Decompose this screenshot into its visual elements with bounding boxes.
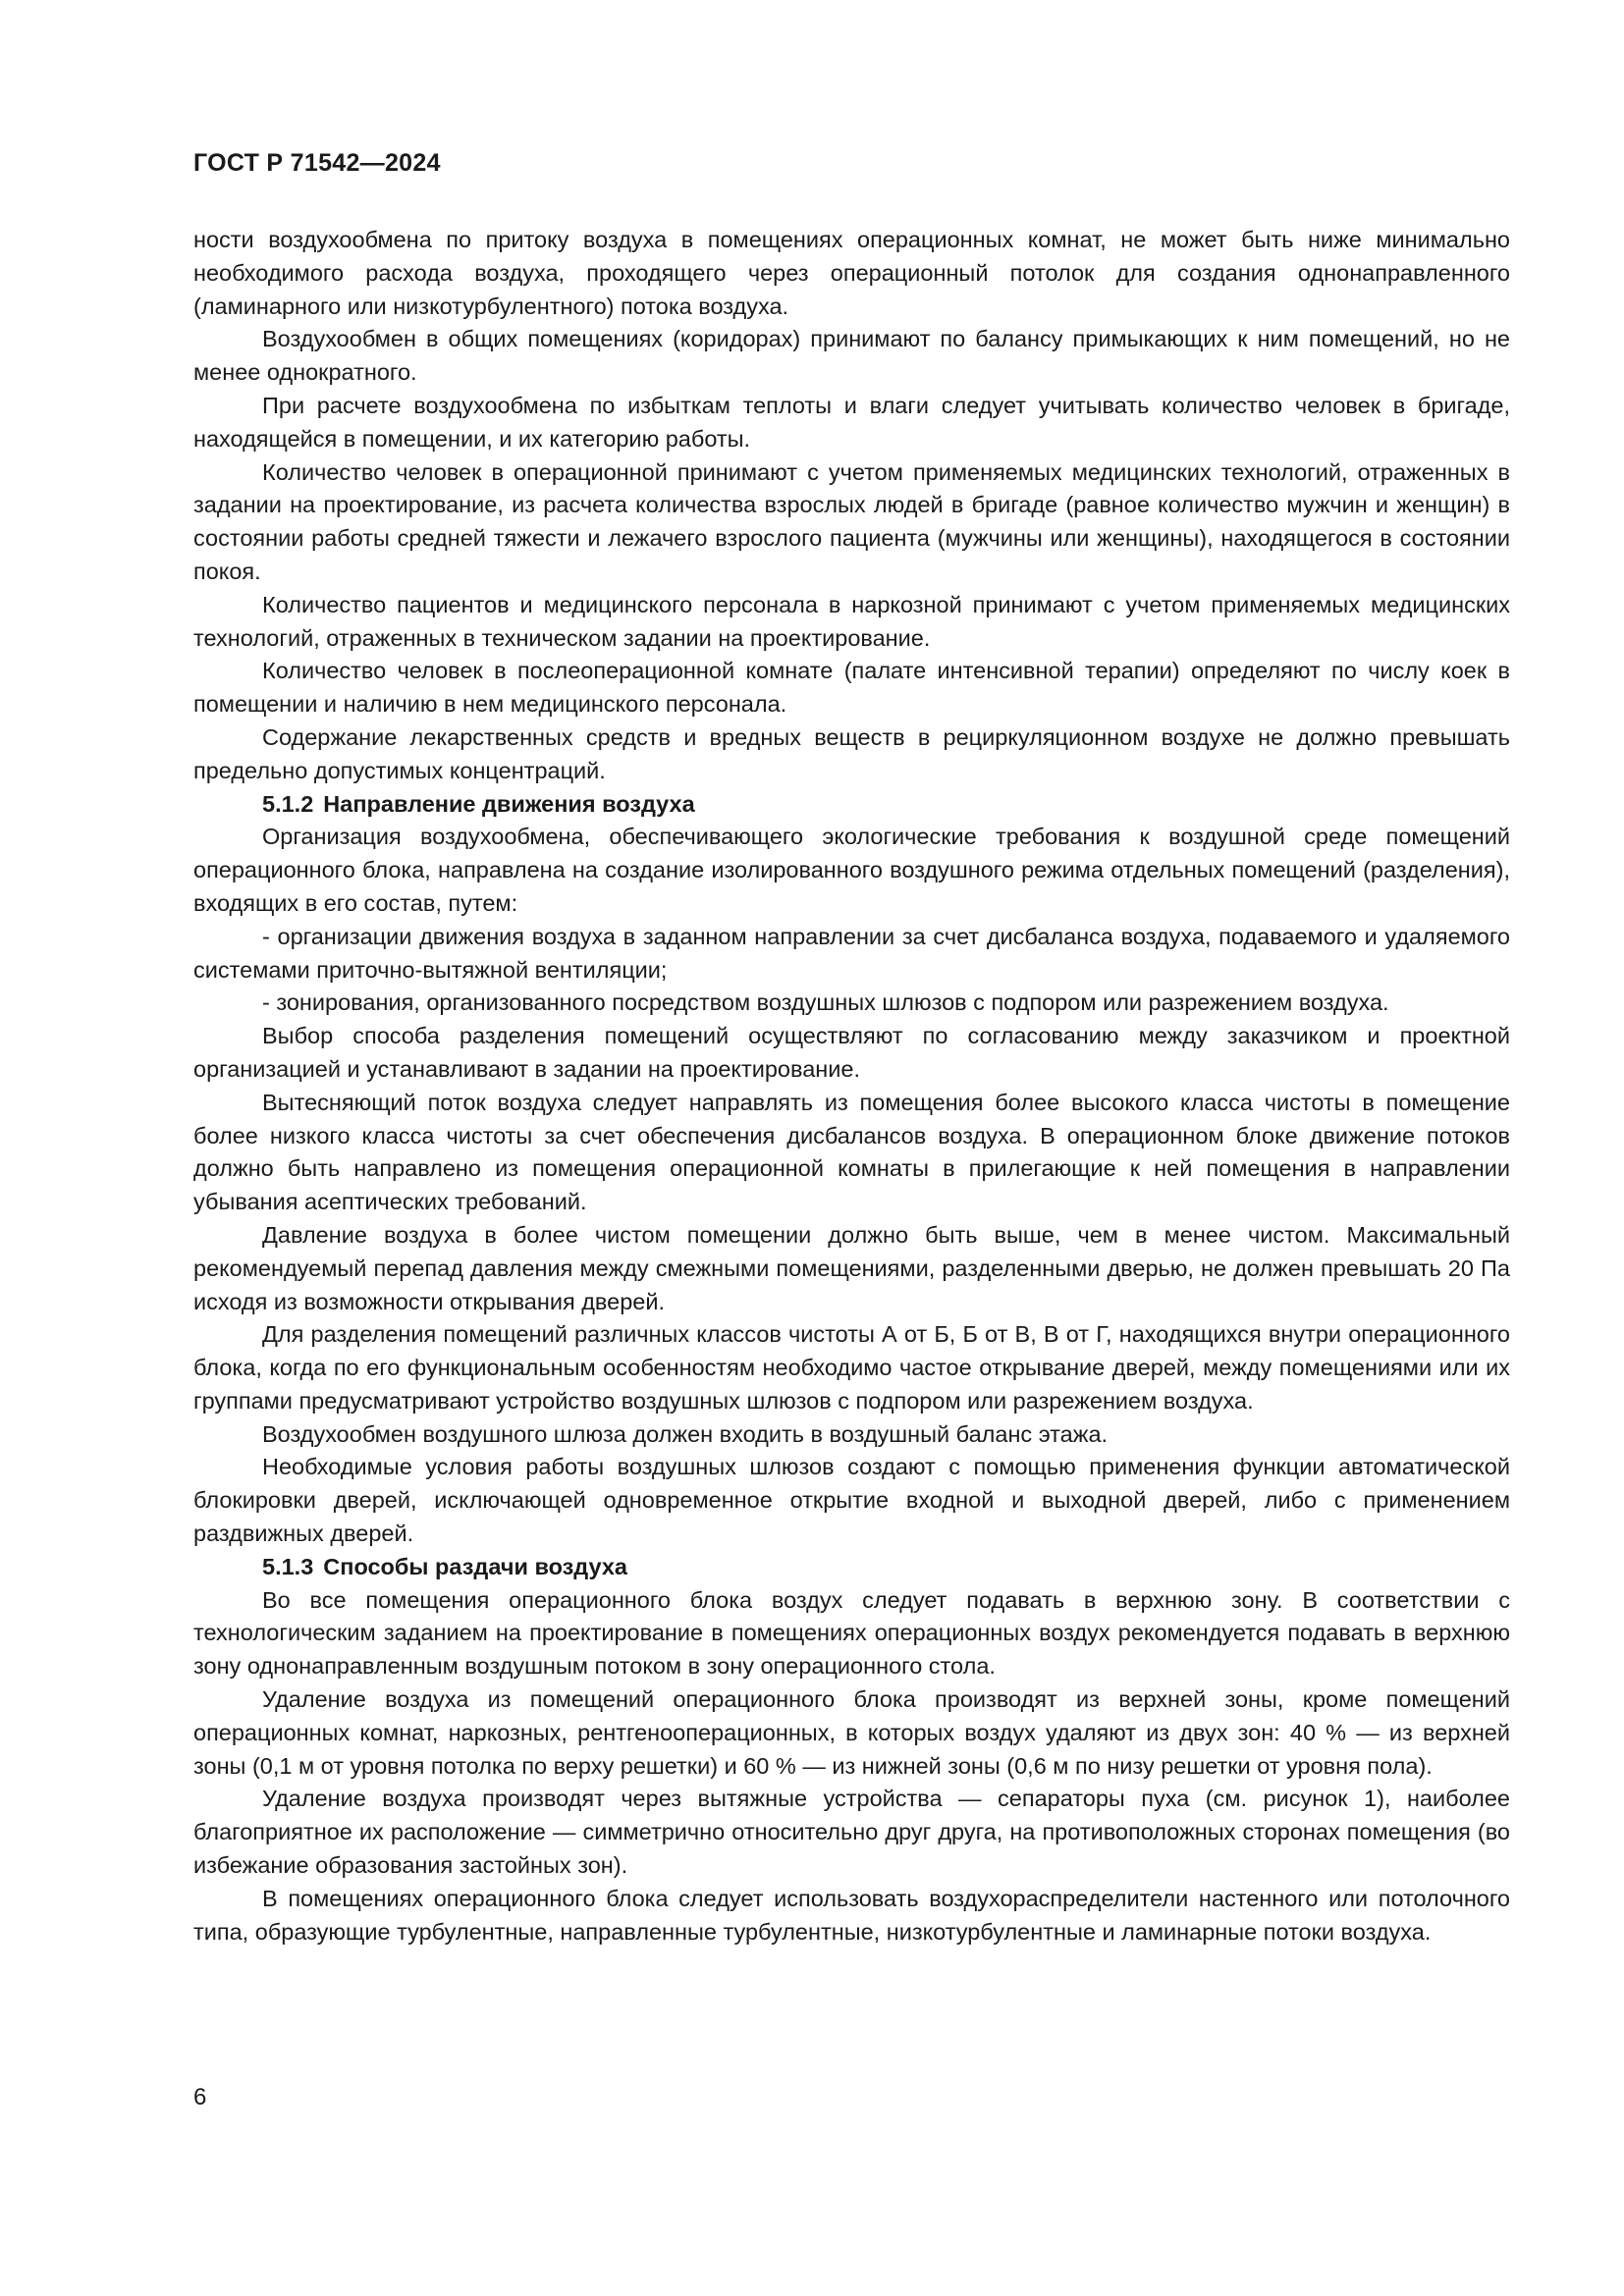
paragraph: ности воздухообмена по притоку воздуха в помещениях операционных комнат, не может быть ниже минимально необходимого расхода воздуха, проходящего через операционный потолок для создания однонаправленного (ламинарного или низкотурбулентного) потока воздуха. [193, 227, 1510, 319]
section-title: Направление движения воздуха [323, 790, 695, 817]
paragraph: Воздухообмен в общих помещениях (коридорах) принимают по балансу примыкающих к ним помещений, но не менее однократного. [193, 326, 1510, 386]
paragraph: Удаление воздуха из помещений операционного блока производят из верхней зоны, кроме помещений операционных комнат, наркозных, рентгенооперационных, в которых воздух удаляют из двух зон: 40 % — из верхней зоны (0,1 м от уровня потолка по верху решетки) и 60 % — из нижней зоны (0,6 м по низу решетки от уровня пола). [193, 1686, 1510, 1779]
paragraph: Количество пациентов и медицинского персонала в наркозной принимают с учетом применяемых медицинских технологий, отраженных в техническом задании на проектирование. [193, 591, 1510, 651]
paragraph: Количество человек в операционной принимают с учетом применяемых медицинских технологий, отраженных в задании на проектирование, из расчета количества взрослых людей в бригаде (равное количество мужчин и женщин) в состоянии работы средней тяжести и лежачего взрослого пациента (мужчины или женщины), находящегося в состоянии покоя. [193, 458, 1510, 584]
list-item: - зонирования, организованного посредством воздушных шлюзов с подпором или разрежением воздуха. [262, 989, 1389, 1016]
paragraph: В помещениях операционного блока следует использовать воздухораспределители настенного или потолочного типа, образующие турбулентные, направленные турбулентные, низкотурбулентные и ламинарные потоки воздуха. [193, 1885, 1510, 1945]
section-number: 5.1.2 [262, 790, 314, 817]
paragraph: Количество человек в послеоперационной комнате (палате интенсивной терапии) определяют по числу коек в помещении и наличию в нем медицинского персонала. [193, 658, 1510, 718]
section-heading-5-1-2 [193, 788, 1510, 822]
document-body [193, 224, 1510, 1949]
paragraph: Во все помещения операционного блока воздух следует подавать в верхнюю зону. В соответствии с технологическим заданием на проектирование в помещениях операционных воздух рекомендуется подавать в верхнюю зону однонаправленным воздушным потоком в зону операционного стола. [193, 1586, 1510, 1680]
paragraph: Организация воздухообмена, обеспечивающего экологические требования к воздушной среде помещений операционного блока, направлена на создание изолированного воздушного режима отдельных помещений (разделения), входящих в его состав, путем: [193, 824, 1510, 916]
section-number: 5.1.3 [262, 1553, 314, 1579]
paragraph: Необходимые условия работы воздушных шлюзов создают с помощью применения функции автоматической блокировки дверей, исключающей одновременное открытие входной и выходной дверей, либо с применением раздвижных дверей. [193, 1454, 1510, 1547]
paragraph: При расчете воздухообмена по избыткам теплоты и влаги следует учитывать количество человек в бригаде, находящейся в помещении, и их категорию работы. [193, 392, 1510, 452]
paragraph: Давление воздуха в более чистом помещении должно быть выше, чем в менее чистом. Максимальный рекомендуемый перепад давления между смежными помещениями, разделенными дверью, не должен превышать 20 Па исходя из возможности открывания дверей. [193, 1221, 1510, 1314]
document-header: ГОСТ Р 71542—2024 [193, 149, 441, 177]
page-number: 6 [193, 2084, 207, 2110]
section-heading-5-1-3 [193, 1551, 1510, 1584]
paragraph: Для разделения помещений различных классов чистоты А от Б, Б от В, В от Г, находящихся внутри операционного блока, когда по его функциональным особенностям необходимо частое открывание дверей, между помещениями или их группами предусматривают устройство воздушных шлюзов с подпором или разрежением воздуха. [193, 1321, 1510, 1414]
paragraph: Вытесняющий поток воздуха следует направлять из помещения более высокого класса чистоты в помещение более низкого класса чистоты за счет обеспечения дисбалансов воздуха. В операционном блоке движение потоков должно быть направлено из помещения операционной комнаты в прилегающие к ней помещения в направлении убывания асептических требований. [193, 1089, 1510, 1215]
paragraph: Удаление воздуха производят через вытяжные устройства — сепараторы пуха (см. рисунок 1), наиболее благоприятное их расположение — симметрично относительно друг друга, на противоположных сторонах помещения (во избежание образования застойных зон). [193, 1786, 1510, 1879]
list-item: - организации движения воздуха в заданном направлении за счет дисбаланса воздуха, подаваемого и удаляемого системами приточно-вытяжной вентиляции; [193, 923, 1510, 983]
paragraph: Содержание лекарственных средств и вредных веществ в рециркуляционном воздухе не должно превышать предельно допустимых концентраций. [193, 723, 1510, 783]
section-title: Способы раздачи воздуха [323, 1553, 628, 1579]
paragraph: Выбор способа разделения помещений осуществляют по согласованию между заказчиком и проектной организацией и устанавливают в задании на проектирование. [193, 1023, 1510, 1082]
paragraph: Воздухообмен воздушного шлюза должен входить в воздушный баланс этажа. [262, 1420, 1109, 1447]
